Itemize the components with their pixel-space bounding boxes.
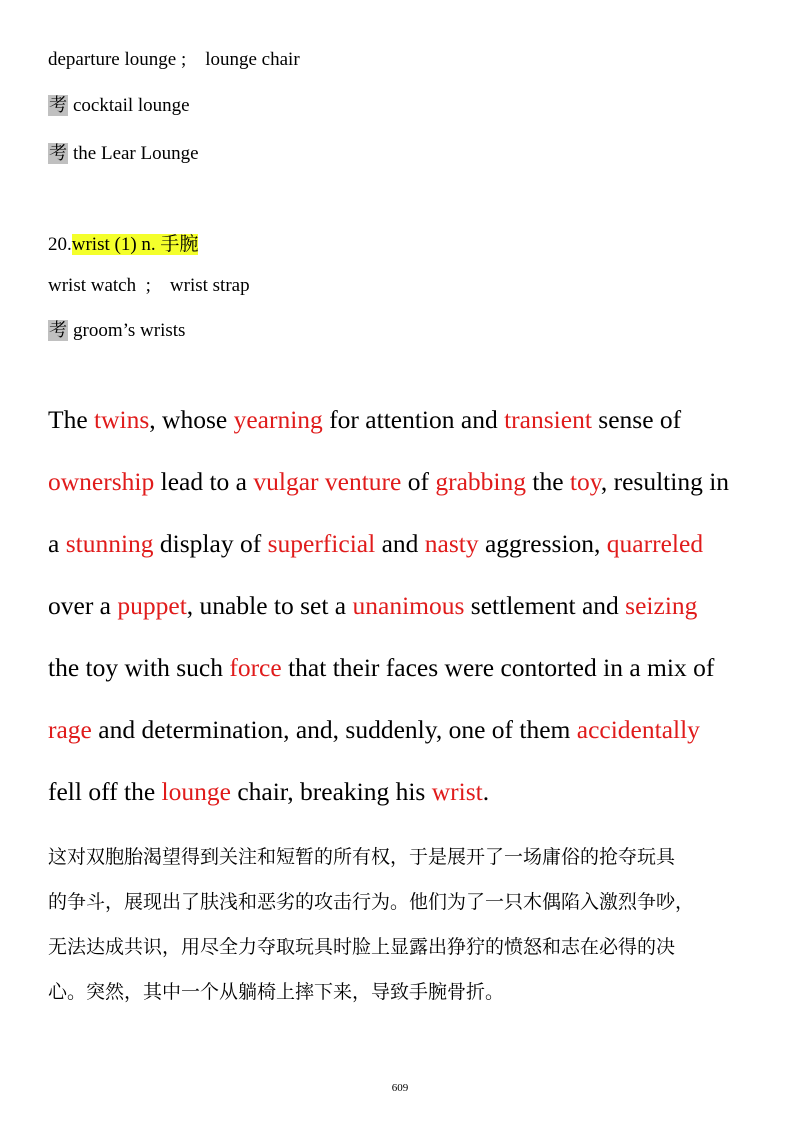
passage-text: sense of	[591, 405, 682, 434]
highlighted-vocab-word: lounge	[161, 777, 231, 806]
exam-item-cocktail-lounge	[48, 91, 190, 117]
passage-text: .	[482, 777, 490, 806]
passage-text: and	[375, 529, 425, 558]
lounge-examples: departure lounge ; lounge chair	[48, 49, 300, 70]
passage-text: for attention and	[322, 405, 505, 434]
entry-20-heading	[48, 229, 198, 256]
highlighted-vocab-word: nasty	[424, 529, 479, 558]
translation-line: 无法达成共识，用尽全力夺取玩具时脸上显露出狰狞的愤怒和志在必得的决	[48, 936, 676, 958]
highlighted-vocab-word: twins	[94, 405, 150, 434]
passage-text: chair, breaking his	[230, 777, 432, 806]
passage-line	[48, 451, 760, 513]
highlighted-vocab-word: puppet	[117, 591, 187, 620]
exam-item-lear-lounge	[48, 139, 199, 165]
entry-headword: wrist (1) n. 手腕	[71, 234, 199, 255]
wrist-examples: wrist watch ; wrist strap	[48, 275, 250, 296]
highlighted-vocab-word: vulgar venture	[253, 467, 402, 496]
passage-line	[48, 637, 760, 699]
passage-text: , whose	[149, 405, 234, 434]
translation-line: 心。突然，其中一个从躺椅上摔下来，导致手腕骨折。	[48, 981, 505, 1003]
exam-phrase: the Lear Lounge	[73, 143, 199, 164]
passage-line	[48, 575, 760, 637]
passage-text: over a	[48, 591, 118, 620]
highlighted-vocab-word: seizing	[625, 591, 698, 620]
highlighted-vocab-word: ownership	[48, 467, 155, 496]
exam-marker: 考	[49, 320, 67, 341]
translation-line: 的争斗，展现出了肤浅和恶劣的攻击行为。他们为了一只木偶陷入激烈争吵，	[48, 891, 695, 913]
passage-text: , resulting in	[600, 467, 730, 496]
passage-text: the toy with such	[48, 653, 230, 682]
highlighted-vocab-word: unanimous	[352, 591, 465, 620]
passage-text: of	[401, 467, 436, 496]
exam-phrase: cocktail lounge	[73, 95, 190, 116]
chinese-translation	[48, 835, 760, 1015]
highlighted-vocab-word: yearning	[233, 405, 323, 434]
passage-text: The	[48, 405, 95, 434]
english-passage	[48, 389, 760, 823]
passage-line	[48, 389, 760, 451]
highlighted-vocab-word: grabbing	[435, 467, 526, 496]
translation-line: 这对双胞胎渴望得到关注和短暂的所有权，于是展开了一场庸俗的抢夺玩具	[48, 846, 676, 868]
exam-phrase: groom’s wrists	[73, 320, 186, 341]
passage-line	[48, 699, 760, 761]
highlighted-vocab-word: superficial	[267, 529, 376, 558]
passage-text: that their faces were contorted in a mix of	[281, 653, 715, 682]
passage-text: a	[48, 529, 66, 558]
passage-text: the	[526, 467, 570, 496]
highlighted-vocab-word: transient	[504, 405, 592, 434]
highlighted-vocab-word: force	[229, 653, 282, 682]
passage-text: lead to a	[154, 467, 254, 496]
highlighted-vocab-word: accidentally	[576, 715, 700, 744]
highlighted-vocab-word: quarreled	[606, 529, 704, 558]
highlighted-vocab-word: toy	[569, 467, 601, 496]
passage-text: display of	[153, 529, 268, 558]
passage-text: and determination, and, suddenly, one of them	[91, 715, 577, 744]
highlighted-vocab-word: wrist	[431, 777, 483, 806]
entry-number: 20.	[48, 234, 72, 255]
page-number: 609	[391, 1082, 409, 1094]
exam-item-grooms-wrists	[48, 316, 185, 342]
exam-marker: 考	[49, 143, 67, 164]
passage-text: fell off the	[48, 777, 162, 806]
passage-text: settlement and	[464, 591, 626, 620]
highlighted-vocab-word: rage	[48, 715, 92, 744]
exam-marker: 考	[49, 95, 67, 116]
highlighted-vocab-word: stunning	[65, 529, 154, 558]
passage-line	[48, 761, 760, 823]
passage-text: , unable to set a	[186, 591, 353, 620]
passage-text: aggression,	[478, 529, 607, 558]
passage-line	[48, 513, 760, 575]
